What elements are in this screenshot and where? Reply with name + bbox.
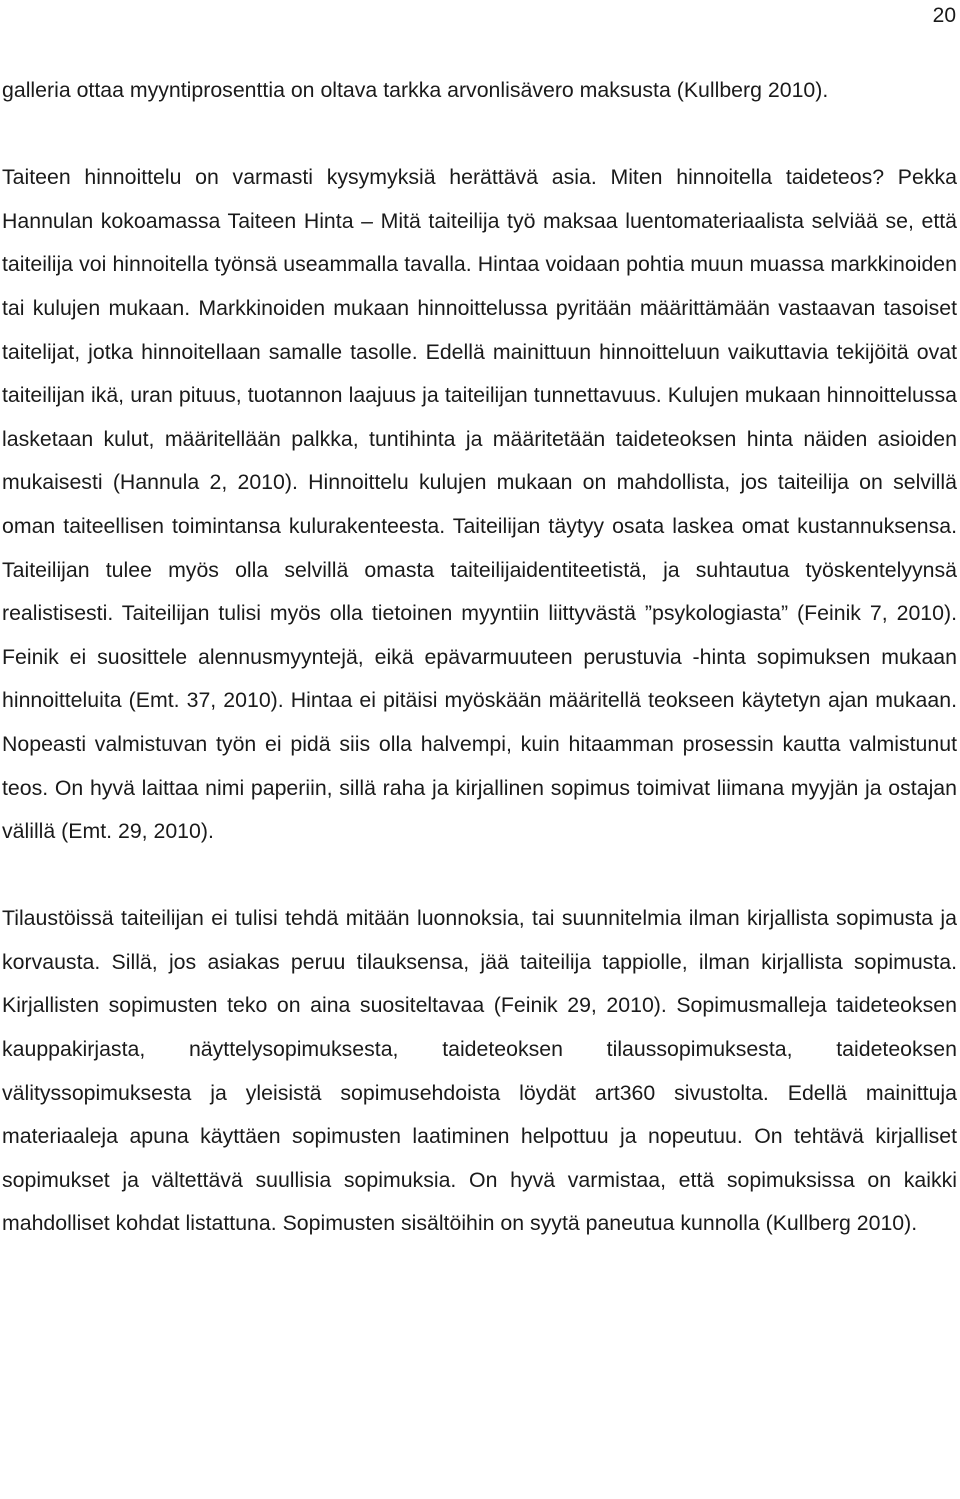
document-body xyxy=(2,69,957,1246)
paragraph-commission-contracts: Tilaustöissä taiteilijan ei tulisi tehdä mitään luonnoksia, tai suunnitelmia ilman kirjallista sopimusta ja korvausta. Sillä, jos asiakas peruu tilauksensa, jää taiteilija tappiolle, ilman kirjallista sopimusta. Kirjallisten sopimusten teko on aina suositeltavaa (Feinik 29, 2010). Sopimusmalleja taideteoksen kauppakirjasta, näyttelysopimuksesta, taideteoksen tilaussopimuksesta, taideteoksen välityssopimuksesta ja yleisistä sopimusehdoista löydät art360 sivustolta. Edellä mainittuja materiaaleja apuna käyttäen sopimusten laatiminen helpottuu ja nopeutuu. On tehtävä kirjalliset sopimukset ja vältettävä suullisia sopimuksia. On hyvä varmistaa, että sopimuksissa on kaikki mahdolliset kohdat listattuna. Sopimusten sisältöihin on syytä paneutua kunnolla (Kullberg 2010). xyxy=(2,906,957,1236)
paragraph-gallery-vat: galleria ottaa myyntiprosenttia on oltava tarkka arvonlisävero maksusta (Kullberg 2010). xyxy=(2,78,829,102)
paragraph-art-pricing: Taiteen hinnoittelu on varmasti kysymyksiä herättävä asia. Miten hinnoitella taideteos? Pekka Hannulan kokoamassa Taiteen Hinta – Mitä taiteilija työ maksaa luentomateriaalista selviää se, että taiteilija voi hinnoitella työnsä useammalla tavalla. Hintaa voidaan pohtia muun muassa markkinoiden tai kulujen mukaan. Markkinoiden mukaan hinnoittelussa pyritään määrittämään vastaavan tasoiset taitelijat, jotka hinnoitellaan samalle tasolle. Edellä mainittuun hinnoitteluun vaikuttavia tekijöitä ovat taiteilijan ikä, uran pituus, tuotannon laajuus ja taiteilijan tunnettavuus. Kulujen mukaan hinnoittelussa lasketaan kulut, määritellään palkka, tuntihinta ja määritetään taideteoksen hinta näiden asioiden mukaisesti (Hannula 2, 2010). Hinnoittelu kulujen mukaan on mahdollista, jos taiteilija on selvillä oman taiteellisen toimintansa kulurakenteesta. Taiteilijan täytyy osata laskea omat kustannuksensa. Taiteilijan tulee myös olla selvillä omasta taiteilijaidentiteetistä, ja suhtautua työskentelyynsä realistisesti. Taiteilijan tulisi myös olla tietoinen myyntiin liittyvästä ”psykologiasta” (Feinik 7, 2010). Feinik ei suosittele alennusmyyntejä, eikä epävarmuuteen perustuvia -hinta sopimuksen mukaan hinnoitteluita (Emt. 37, 2010). Hintaa ei pitäisi myöskään määritellä teokseen käytetyn ajan mukaan. Nopeasti valmistuvan työn ei pidä siis olla halvempi, kuin hitaamman prosessin kautta valmistunut teos. On hyvä laittaa nimi paperiin, sillä raha ja kirjallinen sopimus toimivat liimana myyjän ja ostajan välillä (Emt. 29, 2010). xyxy=(2,165,957,844)
page-number: 20 xyxy=(932,4,956,27)
